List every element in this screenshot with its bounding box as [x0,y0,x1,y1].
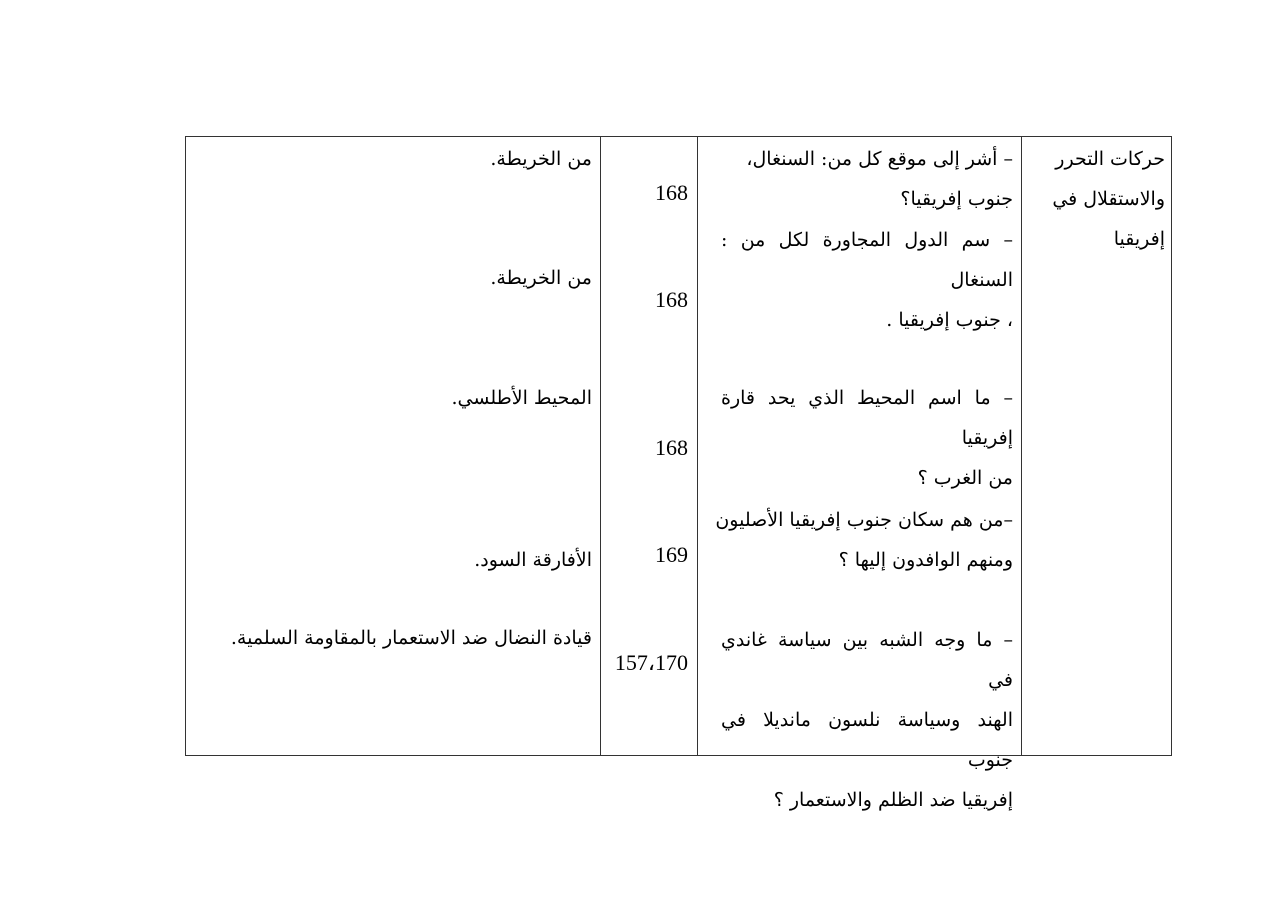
topic-line: والاستقلال في [1052,188,1165,210]
question-line: – ما اسم المحيط الذي يحد قارة إفريقيا [721,387,1013,449]
question-cell [721,220,1013,340]
column-divider-topic [1021,137,1022,755]
answer-cell: الأفارقة السود. [474,549,592,571]
answer-cell: من الخريطة. [490,267,592,289]
topic-line: حركات التحرر [1055,148,1165,170]
question-line: – أشر إلى موقع كل من: السنغال، [746,148,1013,170]
question-cell [721,620,1013,820]
page-number: 168 [655,287,688,312]
question-line: من الغرب ؟ [917,467,1013,489]
question-cell [721,378,1013,498]
answer-cell: المحيط الأطلسي. [451,387,592,409]
topic-line: إفريقيا [1113,228,1165,250]
page-number: 157،170 [614,650,688,675]
question-line: جنوب إفريقيا؟ [900,188,1013,210]
question-line: الهند وسياسة نلسون مانديلا في جنوب [721,709,1013,771]
question-line: – ما وجه الشبه بين سياسة غاندي في [721,629,1013,691]
column-divider-page [697,137,698,755]
topic-cell [1052,139,1165,259]
page-number: 169 [655,542,688,567]
question-line: إفريقيا ضد الظلم والاستعمار ؟ [773,789,1013,811]
answer-cell: من الخريطة. [490,148,592,170]
question-line: ومنهم الوافدون إليها ؟ [838,549,1013,571]
question-line: – سم الدول المجاورة لكل من : السنغال [721,229,1013,291]
question-line: –من هم سكان جنوب إفريقيا الأصليون [715,509,1013,531]
answer-cell: قيادة النضال ضد الاستعمار بالمقاومة السلمية. [230,627,592,649]
page-number: 168 [655,180,688,205]
question-cell [715,500,1013,580]
question-line: ، جنوب إفريقيا . [886,309,1013,331]
page-number: 168 [655,435,688,460]
question-cell [721,139,1013,219]
lesson-table [185,136,1172,811]
column-divider-answer [600,137,601,755]
